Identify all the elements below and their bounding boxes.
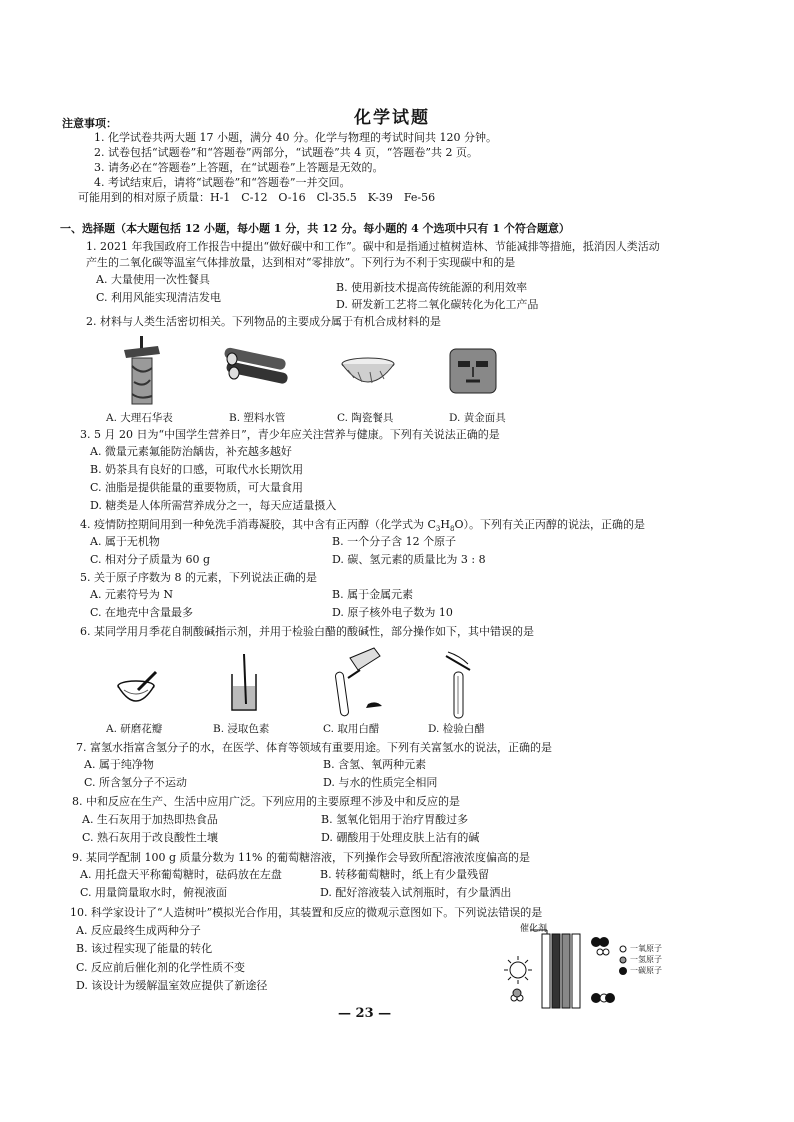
test-vinegar-image xyxy=(440,652,480,720)
q3-option-c: C. 油脂是提供能量的重要物质，可大量食用 xyxy=(90,481,304,494)
q9-option-b: B. 转移葡萄糖时，纸上有少量残留 xyxy=(320,868,490,881)
q6-option-c: C. 取用白醋 xyxy=(323,723,380,735)
q2-option-c: C. 陶瓷餐具 xyxy=(337,412,394,424)
q6-option-d: D. 检验白醋 xyxy=(428,723,485,735)
q2-option-b: B. 塑料水管 xyxy=(229,412,286,424)
ceramic-bowl-image xyxy=(338,356,398,392)
legend-oxygen: 一氧原子 xyxy=(630,944,662,953)
q1-option-a: A. 大量使用一次性餐具 xyxy=(96,273,210,286)
q1-option-c: C. 利用风能实现清洁发电 xyxy=(96,291,222,304)
q3-stem: 3. 5 月 20 日为“中国学生营养日”，青少年应关注营养与健康。下列有关说法正确的是 xyxy=(80,428,500,441)
notice-item: 2. 试卷包括“试题卷”和“答题卷”两部分，“试题卷”共 4 页，“答题卷”共 2 页。 xyxy=(94,146,478,159)
catalyst-label: 催化剂 xyxy=(520,924,548,934)
q1-stem-cont: 产生的二氧化碳等温室气体排放量，达到相对“零排放”。下列行为不利于实现碳中和的是 xyxy=(86,256,516,269)
q2-stem: 2. 材料与人类生活密切相关。下列物品的主要成分属于有机合成材料的是 xyxy=(86,315,441,328)
q4-option-b: B. 一个分子含 12 个原子 xyxy=(332,535,457,548)
q7-option-d: D. 与水的性质完全相同 xyxy=(323,776,438,789)
q2-option-d: D. 黄金面具 xyxy=(449,412,506,424)
mortar-grinding-image xyxy=(116,672,160,712)
q1-stem: 1. 2021 年我国政府工作报告中提出“做好碳中和工作”。碳中和是指通过植树造林、节能减排等措施，抵消因人类活动 xyxy=(86,240,660,253)
q7-stem: 7. 富氢水指富含氢分子的水，在医学、体育等领域有重要用途。下列有关富氢水的说法，正确的是 xyxy=(76,741,552,754)
q5-option-d: D. 原子核外电子数为 10 xyxy=(332,606,453,619)
q4-option-d: D. 碳、氢元素的质量比为 3 : 8 xyxy=(332,553,486,566)
q6-option-a: A. 研磨花瓣 xyxy=(106,723,163,735)
q6-option-b: B. 浸取色素 xyxy=(213,723,270,735)
q8-stem: 8. 中和反应在生产、生活中应用广泛。下列应用的主要原理不涉及中和反应的是 xyxy=(72,795,460,808)
section-heading: 一、选择题（本大题包括 12 小题，每小题 1 分，共 12 分。每小题的 4 个选项中只有 1 个符合题意） xyxy=(60,222,570,235)
plastic-pipe-image xyxy=(222,345,292,395)
notice-heading: 注意事项： xyxy=(62,117,117,130)
legend-carbon: 一碳原子 xyxy=(630,966,662,975)
q10-option-a: A. 反应最终生成两种分子 xyxy=(76,924,201,937)
q9-option-a: A. 用托盘天平称葡萄糖时，砝码放在左盘 xyxy=(80,868,282,881)
q8-option-b: B. 氢氧化铝用于治疗胃酸过多 xyxy=(321,813,469,826)
q9-option-d: D. 配好溶液装入试剂瓶时，有少量洒出 xyxy=(320,886,512,899)
q3-option-d: D. 糖类是人体所需营养成分之一，每天应适量摄入 xyxy=(90,499,337,512)
q6-stem: 6. 某同学用月季花自制酸碱指示剂，并用于检验白醋的酸碱性，部分操作如下，其中错误的是 xyxy=(80,625,534,638)
q1-option-d: D. 研发新工艺将二氧化碳转化为化工产品 xyxy=(336,298,539,311)
q5-option-a: A. 元素符号为 N xyxy=(90,588,174,601)
q4-option-c: C. 相对分子质量为 60 g xyxy=(90,553,211,566)
q5-option-c: C. 在地壳中含量最多 xyxy=(90,606,194,619)
atomic-mass-line: 可能用到的相对原子质量：H-1 C-12 O-16 Cl-35.5 K-39 Fe-56 xyxy=(78,191,436,204)
q8-option-c: C. 熟石灰用于改良酸性土壤 xyxy=(82,831,219,844)
page-title: 化学试题 xyxy=(354,108,430,128)
q10-option-d: D. 该设计为缓解温室效应提供了新途径 xyxy=(76,979,268,992)
q10-option-b: B. 该过程实现了能量的转化 xyxy=(76,942,213,955)
legend-atom-icons xyxy=(618,944,630,984)
marble-column-image xyxy=(118,336,178,406)
artificial-leaf-diagram xyxy=(500,930,630,1012)
q4-option-a: A. 属于无机物 xyxy=(90,535,160,548)
take-vinegar-image xyxy=(330,648,386,720)
q5-stem: 5. 关于原子序数为 8 的元素，下列说法正确的是 xyxy=(80,571,317,584)
q3-option-a: A. 微量元素氟能防治龋齿，补充越多越好 xyxy=(90,445,292,458)
q7-option-a: A. 属于纯净物 xyxy=(84,758,154,771)
q3-option-b: B. 奶茶具有良好的口感，可取代水长期饮用 xyxy=(90,463,304,476)
legend-hydrogen: 一氢原子 xyxy=(630,955,662,964)
q7-option-c: C. 所含氢分子不运动 xyxy=(84,776,188,789)
gold-mask-image xyxy=(446,345,500,397)
q4-stem: 4. 疫情防控期间用到一种免洗手消毒凝胶，其中含有正丙醇（化学式为 $C_3H_8O$）。下列有关正丙醇的说法，正确的是 xyxy=(80,518,645,534)
beaker-soaking-image xyxy=(226,654,262,714)
notice-item: 4. 考试结束后，请将“试题卷”和“答题卷”一并交回。 xyxy=(94,176,351,189)
q9-option-c: C. 用量筒量取水时，俯视液面 xyxy=(80,886,228,899)
q2-option-a: A. 大理石华表 xyxy=(106,412,173,424)
q7-option-b: B. 含氢、氧两种元素 xyxy=(323,758,427,771)
q8-option-d: D. 硼酸用于处理皮肤上沾有的碱 xyxy=(321,831,480,844)
q5-option-b: B. 属于金属元素 xyxy=(332,588,414,601)
q8-option-a: A. 生石灰用于加热即热食品 xyxy=(82,813,218,826)
notice-item: 1. 化学试卷共两大题 17 小题，满分 40 分。化学与物理的考试时间共 120 分钟。 xyxy=(94,131,497,144)
notice-item: 3. 请务必在“答题卷”上答题，在“试题卷”上答题是无效的。 xyxy=(94,161,384,174)
q10-stem: 10. 科学家设计了“人造树叶”模拟光合作用，其装置和反应的微观示意图如下。下列说法错误的是 xyxy=(70,906,543,919)
page-number: — 23 — xyxy=(338,1006,392,1021)
q9-stem: 9. 某同学配制 100 g 质量分数为 11% 的葡萄糖溶液，下列操作会导致所配溶液浓度偏高的是 xyxy=(72,851,530,864)
q1-option-b: B. 使用新技术提高传统能源的利用效率 xyxy=(336,281,528,294)
q10-option-c: C. 反应前后催化剂的化学性质不变 xyxy=(76,961,246,974)
